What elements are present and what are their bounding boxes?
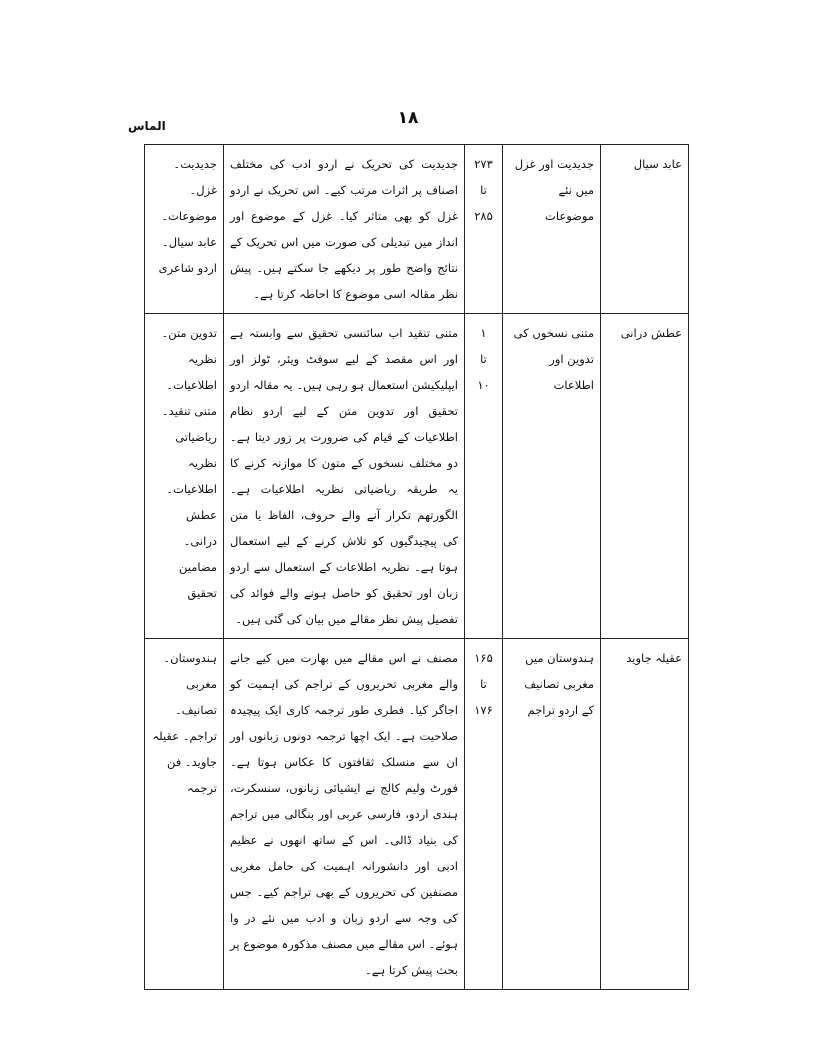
page-end: ۲۸۵: [474, 209, 493, 223]
summary-cell: متنی تنقید اب سائنسی تحقیق سے وابستہ ہے اور اس مقصد کے لیے سوفٹ ویئر، ٹولز اور ایپلیکیشن استعمال ہو رہی ہیں۔ یہ مقالہ اردو تحقیق اور تدوین متن کے لیے اردو نظام اطلاعیات کے قیام کی ضرورت پر زور دیتا ہے۔ دو مختلف نسخوں کے متون کا موازنہ کرنے کا یہ طریقہ ریاضیاتی نظریہ اطلاعیات ہے۔ الگورتھم تکرار آنے والے حروف، الفاظ یا متن کی پیچیدگیوں کو تلاش کرنے کے لیے استعمال ہوتا ہے۔ نظریہ اطلاعات کے استعمال سے اردو زبان اور تحقیق کو حاصل ہونے والے فوائد کی تفصیل پیش نظر مقالے میں بیان کی گئی ہیں۔: [224, 314, 465, 639]
page-to: تا: [480, 677, 487, 691]
title-cell: ہندوستان میں مغربی تصانیف کے اردو تراجم: [503, 639, 601, 990]
table-row: [145, 145, 689, 314]
keywords-cell: ہندوستان۔ مغربی تصانیف۔ تراجم۔ عقیلہ جاوید۔ فن ترجمہ: [145, 639, 224, 990]
page-to: تا: [480, 352, 487, 366]
summary-cell: جدیدیت کی تحریک نے اردو ادب کی مختلف اصناف پر اثرات مرتب کیے۔ اس تحریک نے اردو غزل کو بھی متاثر کیا۔ غزل کے موضوع اور انداز میں تبدیلی کی صورت میں اس تحریک کے نتائج واضح طور پر دیکھے جا سکتے ہیں۔ پیش نظر مقالہ اسی موضوع کا احاطہ کرتا ہے۔: [224, 145, 465, 314]
pages-cell: [465, 145, 503, 314]
keywords-cell: جدیدیت۔ غزل۔ موضوعات۔ عابد سیال۔ اردو شاعری: [145, 145, 224, 314]
author-cell: عابد سیال: [601, 145, 689, 314]
page-start: ۲۷۳: [474, 157, 493, 171]
pages-cell: [465, 314, 503, 639]
journal-name: الماس: [128, 119, 166, 133]
page-number: ۱۸: [397, 108, 419, 128]
author-cell: عقیلہ جاوید: [601, 639, 689, 990]
title-cell: جدیدیت اور غزل میں نئے موضوعات: [503, 145, 601, 314]
page-start: ۱۶۵: [474, 651, 493, 665]
pages-cell: [465, 639, 503, 990]
table-row: [145, 314, 689, 639]
table-row: [145, 639, 689, 990]
page-start: ۱: [480, 326, 487, 340]
title-cell: متنی نسخوں کی تدوین اور اطلاعات: [503, 314, 601, 639]
article-index-table: [144, 144, 689, 990]
summary-cell: مصنف نے اس مقالے میں بھارت میں کیے جانے والے مغربی تحریروں کے تراجم کی اہمیت کو اجاگر کیا۔ فطری طور ترجمہ کاری ایک پیچیدہ صلاحیت ہے۔ ایک اچھا ترجمہ دونوں زبانوں اور ان سے منسلک ثقافتوں کا عکاس ہوتا ہے۔ فورٹ ولیم کالج نے ایشیائی زبانوں، سنسکرت، ہندی اردو، فارسی عربی اور بنگالی میں تراجم کی بنیاد ڈالی۔ اس کے ساتھ انھوں نے عظیم ادبی اور دانشورانہ اہمیت کی حامل مغربی مصنفین کی تحریروں کے بھی تراجم کیے۔ جس کی وجہ سے اردو زبان و ادب میں نئے در وا ہوئے۔ اس مقالے میں مصنف مذکورہ موضوع پر بحث پیش کرتا ہے۔: [224, 639, 465, 990]
page-end: ۱۰: [477, 378, 490, 392]
page-end: ۱۷۶: [474, 703, 493, 717]
keywords-cell: تدوین متن۔ نظریہ اطلاعیات۔ متنی تنقید۔ ریاضیاتی نظریہ اطلاعیات۔ عطش درانی۔ مضامین تحقیق: [145, 314, 224, 639]
page-to: تا: [480, 183, 487, 197]
author-cell: عطش درانی: [601, 314, 689, 639]
